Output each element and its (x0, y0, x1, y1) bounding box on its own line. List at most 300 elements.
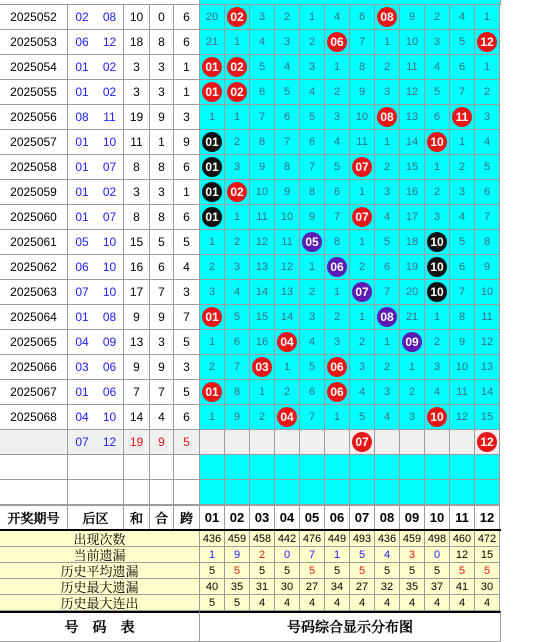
issue-cell: 2025054 (0, 55, 68, 80)
blank-cell (96, 480, 124, 505)
back-number: 06 (68, 30, 96, 55)
header-number: 06 (325, 506, 350, 530)
draw-ball: 04 (277, 332, 297, 352)
sum-cell: 9 (124, 355, 150, 380)
kua-cell: 7 (174, 305, 200, 330)
omission-cell: 10 (350, 105, 375, 130)
blank-grid-cell (400, 455, 425, 480)
stats-value: 458 (250, 531, 275, 547)
draw-ball: 09 (402, 332, 422, 352)
blank-grid-cell (200, 455, 225, 480)
stats-value: 35 (400, 579, 425, 595)
omission-cell: 1 (200, 230, 225, 255)
blank-cell (68, 455, 96, 480)
omission-cell: 20 (200, 5, 225, 30)
omission-cell: 1 (375, 330, 400, 355)
stats-value: 32 (375, 579, 400, 595)
stats-value: 5 (350, 547, 375, 563)
omission-cell: 1 (325, 55, 350, 80)
omission-cell: 11 (450, 380, 475, 405)
omission-cell: 15 (475, 405, 500, 430)
omission-cell: 10 (275, 205, 300, 230)
forecast-cell[interactable] (375, 430, 400, 455)
kua-cell: 5 (174, 230, 200, 255)
stats-value: 449 (325, 531, 350, 547)
footer-left: 号 码 表 (0, 611, 200, 642)
kua-cell: 6 (174, 155, 200, 180)
stats-value: 459 (225, 531, 250, 547)
blank-grid-cell (350, 455, 375, 480)
stats-value: 436 (375, 531, 400, 547)
stats-value: 41 (450, 579, 475, 595)
omission-cell: 1 (350, 230, 375, 255)
omission-cell: 12 (275, 255, 300, 280)
omission-cell: 7 (275, 130, 300, 155)
omission-cell: 1 (400, 355, 425, 380)
he-cell: 3 (150, 80, 174, 105)
issue-cell: 2025061 (0, 230, 68, 255)
stats-value: 5 (250, 563, 275, 579)
forecast-cell[interactable] (450, 430, 475, 455)
omission-cell: 2 (450, 155, 475, 180)
omission-cell: 6 (275, 105, 300, 130)
stats-value: 4 (475, 595, 500, 611)
stats-value: 5 (300, 563, 325, 579)
omission-cell: 3 (225, 255, 250, 280)
omission-cell: 2 (200, 355, 225, 380)
omission-cell: 2 (425, 330, 450, 355)
sum-cell: 8 (124, 155, 150, 180)
header-number: 07 (350, 506, 375, 530)
blank-cell (150, 480, 174, 505)
stats-value: 4 (325, 595, 350, 611)
sum-cell: 3 (124, 180, 150, 205)
omission-cell: 7 (250, 105, 275, 130)
omission-cell: 4 (425, 55, 450, 80)
stats-value: 5 (325, 563, 350, 579)
omission-cell: 1 (375, 130, 400, 155)
draw-ball: 11 (452, 107, 472, 127)
omission-cell: 9 (400, 5, 425, 30)
omission-cell: 5 (250, 55, 275, 80)
omission-cell: 7 (450, 80, 475, 105)
back-number: 02 (96, 80, 124, 105)
omission-cell: 6 (375, 255, 400, 280)
omission-cell: 3 (325, 330, 350, 355)
draw-ball: 06 (327, 357, 347, 377)
omission-cell: 2 (275, 5, 300, 30)
back-number: 11 (96, 105, 124, 130)
omission-cell: 2 (250, 405, 275, 430)
omission-cell: 3 (450, 180, 475, 205)
sum-cell: 13 (124, 330, 150, 355)
omission-cell: 5 (350, 405, 375, 430)
back-number: 06 (96, 355, 124, 380)
omission-cell: 13 (275, 280, 300, 305)
stats-value: 472 (475, 531, 500, 547)
sum-cell: 18 (124, 30, 150, 55)
issue-cell: 2025056 (0, 105, 68, 130)
omission-cell: 2 (375, 355, 400, 380)
back-number: 08 (96, 5, 124, 30)
back-number: 01 (68, 305, 96, 330)
omission-cell: 8 (325, 230, 350, 255)
blank-grid-cell (450, 455, 475, 480)
omission-cell: 3 (275, 30, 300, 55)
blank-grid-cell (225, 480, 250, 505)
forecast-cell[interactable] (325, 430, 350, 455)
blank-grid-cell (275, 455, 300, 480)
omission-cell: 19 (400, 255, 425, 280)
sum-cell: 15 (124, 230, 150, 255)
sum-cell: 16 (124, 255, 150, 280)
back-number: 01 (68, 55, 96, 80)
blank-grid-cell (425, 480, 450, 505)
forecast-back: 12 (96, 430, 124, 455)
omission-cell: 3 (425, 205, 450, 230)
omission-cell: 2 (225, 130, 250, 155)
back-number: 08 (96, 305, 124, 330)
back-number: 12 (96, 30, 124, 55)
stats-value: 442 (275, 531, 300, 547)
omission-cell: 1 (250, 380, 275, 405)
omission-cell: 9 (275, 180, 300, 205)
omission-cell: 14 (475, 380, 500, 405)
blank-grid-cell (475, 455, 500, 480)
blank-grid-cell (325, 480, 350, 505)
stats-value: 7 (300, 547, 325, 563)
stats-value: 476 (300, 531, 325, 547)
omission-cell: 4 (375, 405, 400, 430)
draw-ball: 10 (427, 407, 447, 427)
kua-cell: 6 (174, 205, 200, 230)
stats-value: 5 (350, 563, 375, 579)
omission-cell: 10 (250, 180, 275, 205)
omission-cell: 11 (475, 305, 500, 330)
omission-cell: 10 (475, 280, 500, 305)
blank-grid-cell (250, 480, 275, 505)
forecast-kua: 5 (174, 430, 200, 455)
omission-cell: 6 (300, 130, 325, 155)
blank-cell (0, 455, 68, 480)
draw-ball: 01 (202, 82, 222, 102)
stats-label: 历史最大连出 (0, 595, 200, 611)
draw-ball: 08 (377, 7, 397, 27)
stats-value: 0 (275, 547, 300, 563)
he-cell: 8 (150, 155, 174, 180)
omission-cell: 2 (375, 55, 400, 80)
back-number: 01 (68, 80, 96, 105)
omission-cell: 4 (325, 5, 350, 30)
stats-value: 460 (450, 531, 475, 547)
omission-cell: 2 (375, 155, 400, 180)
draw-ball: 01 (202, 57, 222, 77)
stats-value: 4 (375, 547, 400, 563)
back-number: 04 (68, 330, 96, 355)
omission-cell: 1 (200, 330, 225, 355)
omission-cell: 5 (225, 305, 250, 330)
omission-cell: 11 (350, 130, 375, 155)
stats-value: 5 (200, 595, 225, 611)
stats-label: 当前遗漏 (0, 547, 200, 563)
omission-cell: 6 (250, 80, 275, 105)
omission-cell: 2 (225, 230, 250, 255)
omission-cell: 15 (250, 305, 275, 330)
draw-ball: 10 (427, 232, 447, 252)
kua-cell: 1 (174, 180, 200, 205)
stats-value: 1 (200, 547, 225, 563)
header-number: 10 (425, 506, 450, 530)
kua-cell: 5 (174, 330, 200, 355)
issue-cell: 2025064 (0, 305, 68, 330)
omission-cell: 5 (450, 30, 475, 55)
omission-cell: 4 (250, 30, 275, 55)
forecast-cell[interactable] (425, 430, 450, 455)
draw-ball: 06 (327, 257, 347, 277)
stats-value: 4 (400, 595, 425, 611)
omission-cell: 12 (475, 330, 500, 355)
omission-cell: 2 (325, 80, 350, 105)
forecast-back: 07 (68, 430, 96, 455)
omission-cell: 1 (350, 305, 375, 330)
he-cell: 7 (150, 280, 174, 305)
sum-cell: 9 (124, 305, 150, 330)
omission-cell: 11 (250, 205, 275, 230)
forecast-cell[interactable] (225, 430, 250, 455)
forecast-cell[interactable] (275, 430, 300, 455)
omission-cell: 3 (300, 55, 325, 80)
issue-cell: 2025065 (0, 330, 68, 355)
blank-cell (96, 455, 124, 480)
stats-value: 12 (450, 547, 475, 563)
stats-value: 5 (375, 563, 400, 579)
omission-cell: 13 (250, 255, 275, 280)
back-number: 02 (96, 55, 124, 80)
omission-cell: 3 (350, 355, 375, 380)
stats-value: 5 (225, 563, 250, 579)
sum-cell: 14 (124, 405, 150, 430)
header-number: 04 (275, 506, 300, 530)
omission-cell: 6 (325, 180, 350, 205)
omission-cell: 5 (325, 155, 350, 180)
omission-cell: 3 (375, 80, 400, 105)
he-cell: 8 (150, 205, 174, 230)
stats-value: 4 (425, 595, 450, 611)
draw-ball: 02 (227, 57, 247, 77)
draw-ball: 06 (327, 382, 347, 402)
omission-cell: 1 (450, 130, 475, 155)
forecast-cell[interactable] (300, 430, 325, 455)
back-number: 06 (96, 380, 124, 405)
back-number: 01 (68, 155, 96, 180)
omission-cell: 1 (350, 180, 375, 205)
stats-value: 27 (350, 579, 375, 595)
omission-cell: 3 (475, 105, 500, 130)
omission-cell: 1 (425, 155, 450, 180)
omission-cell: 8 (275, 155, 300, 180)
omission-cell: 1 (425, 305, 450, 330)
omission-cell: 4 (275, 55, 300, 80)
issue-cell: 2025055 (0, 80, 68, 105)
draw-ball: 08 (377, 107, 397, 127)
draw-ball: 07 (352, 157, 372, 177)
blank-grid-cell (425, 455, 450, 480)
omission-cell: 1 (300, 5, 325, 30)
he-cell: 9 (150, 355, 174, 380)
omission-cell: 3 (375, 180, 400, 205)
stats-value: 0 (425, 547, 450, 563)
back-number: 09 (96, 330, 124, 355)
omission-cell: 14 (400, 130, 425, 155)
draw-ball: 04 (277, 407, 297, 427)
omission-cell: 3 (400, 405, 425, 430)
omission-cell: 15 (400, 155, 425, 180)
omission-cell: 7 (350, 30, 375, 55)
draw-ball: 01 (202, 182, 222, 202)
omission-cell: 6 (350, 5, 375, 30)
forecast-he: 9 (150, 430, 174, 455)
omission-cell: 1 (475, 5, 500, 30)
omission-cell: 14 (275, 305, 300, 330)
kua-cell: 6 (174, 30, 200, 55)
kua-cell: 5 (174, 380, 200, 405)
blank-cell (174, 480, 200, 505)
omission-cell: 20 (400, 280, 425, 305)
blank-grid-cell (275, 480, 300, 505)
header-kua: 跨 (174, 506, 200, 530)
forecast-cell[interactable] (250, 430, 275, 455)
he-cell: 6 (150, 255, 174, 280)
sum-cell: 8 (124, 205, 150, 230)
back-number: 07 (96, 155, 124, 180)
omission-cell: 18 (400, 230, 425, 255)
omission-cell: 3 (225, 155, 250, 180)
forecast-cell[interactable] (200, 430, 225, 455)
omission-cell: 1 (375, 30, 400, 55)
right-gutter (501, 0, 551, 642)
draw-ball: 01 (202, 207, 222, 227)
omission-cell: 4 (375, 205, 400, 230)
stats-label: 出现次数 (0, 531, 200, 547)
omission-cell: 3 (425, 30, 450, 55)
he-cell: 8 (150, 30, 174, 55)
sum-cell: 11 (124, 130, 150, 155)
header-back: 后区 (68, 506, 124, 530)
omission-cell: 13 (475, 355, 500, 380)
omission-cell: 9 (300, 205, 325, 230)
blank-grid-cell (375, 480, 400, 505)
omission-cell: 21 (200, 30, 225, 55)
omission-cell: 14 (250, 280, 275, 305)
back-number: 02 (96, 180, 124, 205)
stats-value: 4 (275, 595, 300, 611)
omission-cell: 12 (250, 230, 275, 255)
back-number: 03 (68, 355, 96, 380)
issue-cell: 2025068 (0, 405, 68, 430)
stats-value: 3 (400, 547, 425, 563)
omission-cell: 3 (250, 5, 275, 30)
omission-cell: 2 (425, 5, 450, 30)
omission-cell: 1 (225, 205, 250, 230)
back-number: 01 (68, 180, 96, 205)
draw-ball: 01 (202, 382, 222, 402)
issue-cell: 2025053 (0, 30, 68, 55)
omission-cell: 9 (250, 155, 275, 180)
header-number: 01 (200, 506, 225, 530)
back-number: 04 (68, 405, 96, 430)
omission-cell: 8 (350, 55, 375, 80)
blank-cell (150, 455, 174, 480)
omission-cell: 7 (300, 155, 325, 180)
omission-cell: 16 (400, 180, 425, 205)
blank-grid-cell (250, 455, 275, 480)
forecast-cell[interactable] (400, 430, 425, 455)
forecast-ball[interactable]: 07 (352, 432, 372, 452)
sum-cell: 19 (124, 105, 150, 130)
stats-label: 历史平均遗漏 (0, 563, 200, 579)
blank-cell (174, 455, 200, 480)
blank-grid-cell (300, 455, 325, 480)
header-number: 12 (475, 506, 500, 530)
draw-ball: 10 (427, 257, 447, 277)
issue-cell: 2025058 (0, 155, 68, 180)
back-number: 10 (96, 255, 124, 280)
kua-cell: 6 (174, 405, 200, 430)
header-issue: 开奖期号 (0, 506, 68, 530)
blank-cell (124, 455, 150, 480)
blank-grid-cell (375, 455, 400, 480)
issue-cell: 2025060 (0, 205, 68, 230)
omission-cell: 2 (300, 280, 325, 305)
omission-cell: 7 (325, 205, 350, 230)
stats-value: 5 (275, 563, 300, 579)
stats-value: 5 (475, 563, 500, 579)
back-number: 01 (68, 380, 96, 405)
draw-ball: 06 (327, 32, 347, 52)
draw-ball: 12 (477, 32, 497, 52)
forecast-ball[interactable]: 12 (477, 432, 497, 452)
omission-cell: 7 (375, 280, 400, 305)
omission-cell: 17 (400, 205, 425, 230)
omission-cell: 13 (400, 105, 425, 130)
footer-right: 号码综合显示分布图 (200, 611, 501, 642)
draw-ball: 02 (227, 82, 247, 102)
omission-cell: 8 (300, 180, 325, 205)
omission-cell: 1 (325, 280, 350, 305)
omission-cell: 9 (350, 80, 375, 105)
draw-ball: 02 (227, 182, 247, 202)
stats-value: 2 (250, 547, 275, 563)
draw-ball: 07 (352, 282, 372, 302)
draw-ball: 02 (227, 7, 247, 27)
kua-cell: 1 (174, 55, 200, 80)
stats-value: 498 (425, 531, 450, 547)
blank-grid-cell (450, 480, 475, 505)
omission-cell: 1 (475, 55, 500, 80)
omission-cell: 16 (250, 330, 275, 355)
blank-cell (0, 480, 68, 505)
he-cell: 3 (150, 180, 174, 205)
omission-cell: 5 (375, 230, 400, 255)
omission-cell: 5 (450, 230, 475, 255)
sum-cell: 3 (124, 80, 150, 105)
header-number: 05 (300, 506, 325, 530)
back-number: 02 (68, 5, 96, 30)
omission-cell: 3 (375, 380, 400, 405)
omission-cell: 2 (475, 80, 500, 105)
omission-cell: 2 (200, 255, 225, 280)
he-cell: 1 (150, 130, 174, 155)
